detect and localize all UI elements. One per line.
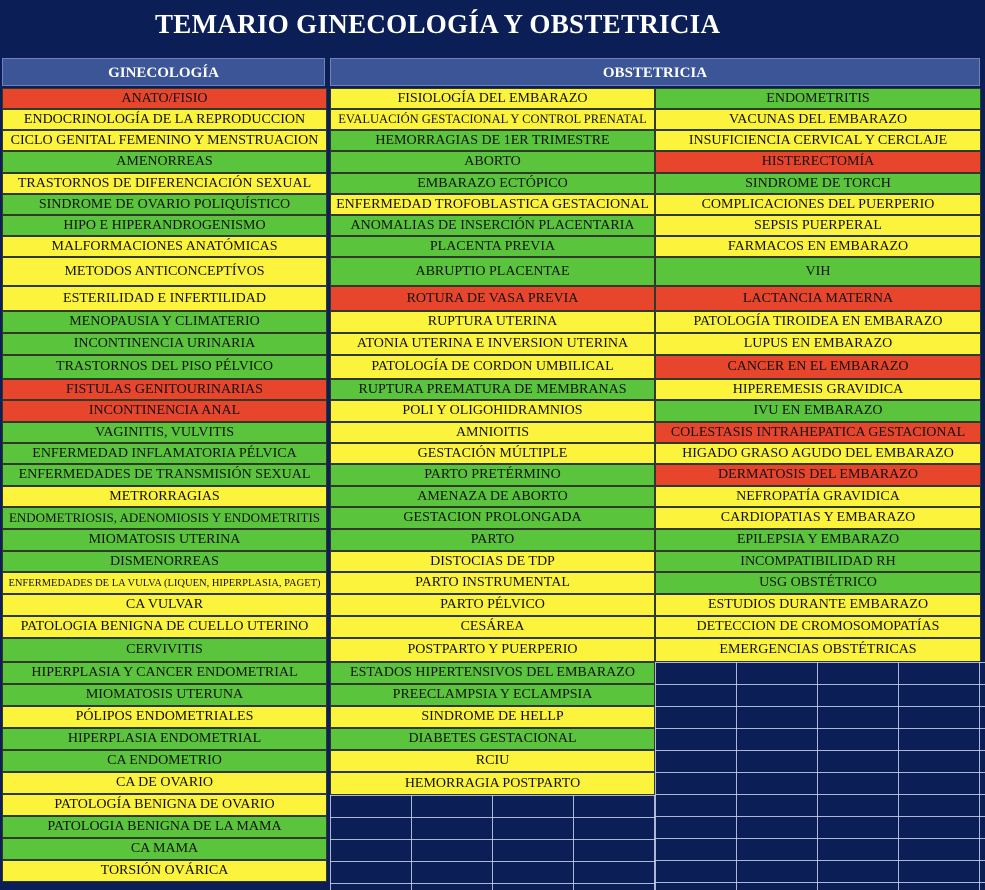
- obstetricia-2-topic-cell[interactable]: [655, 443, 981, 464]
- obstetricia-1-topic-cell[interactable]: [330, 236, 655, 257]
- ginecologia-topic-cell[interactable]: [2, 638, 327, 662]
- obstetricia-1-topic-cell[interactable]: [330, 594, 655, 616]
- obstetricia-1-topic-cell[interactable]: [330, 400, 655, 422]
- obstetricia-1-topic-label: GESTACIÓN MÚLTIPLE: [417, 445, 568, 461]
- obstetricia-1-topic-label: ABRUPTIO PLACENTAE: [415, 263, 570, 279]
- obstetricia-2-topic-label: CARDIOPATIAS Y EMBARAZO: [720, 510, 916, 525]
- ginecologia-topic-label: PATOLOGIA BENIGNA DE CUELLO UTERINO: [20, 619, 309, 634]
- obstetricia-2-topic-cell[interactable]: [655, 616, 981, 638]
- ginecologia-topic-label: METRORRAGIAS: [109, 488, 220, 504]
- ginecologia-topic-cell[interactable]: [2, 88, 327, 109]
- obstetricia-2-topic-cell[interactable]: [655, 311, 981, 333]
- ginecologia-topic-cell[interactable]: [2, 257, 327, 286]
- ginecologia-topic-cell[interactable]: [2, 507, 327, 529]
- obstetricia-2-topic-label: DETECCION DE CROMOSOMOPATÍAS: [696, 619, 940, 634]
- obstetricia-1-topic-label: CESÁREA: [460, 619, 525, 634]
- obstetricia-2-topic-label: USG OBSTÉTRICO: [759, 575, 877, 590]
- obstetricia-1-topic-label: SINDROME DE HELLP: [421, 709, 564, 724]
- obstetricia-2-topic-cell[interactable]: [655, 529, 981, 551]
- obstetricia-1-topic-cell[interactable]: [330, 88, 655, 109]
- obstetricia-2-topic-label: SEPSIS PUERPERAL: [754, 217, 882, 233]
- obstetricia-2-topic-label: COLESTASIS INTRAHEPATICA GESTACIONAL: [670, 424, 966, 440]
- obstetricia-2-topic-cell[interactable]: [655, 638, 981, 662]
- obstetricia-2-topic-cell[interactable]: [655, 379, 981, 400]
- obstetricia-1-topic-cell[interactable]: [330, 355, 655, 379]
- obstetricia-1-topic-cell[interactable]: [330, 215, 655, 236]
- ginecologia-topic-label: ENDOCRINOLOGÍA DE LA REPRODUCCION: [23, 111, 306, 127]
- ginecologia-topic-label: CERVIVITIS: [126, 642, 203, 657]
- obstetricia-1-topic-label: PARTO PRETÉRMINO: [424, 467, 561, 482]
- obstetricia-1-topic-cell[interactable]: [330, 464, 655, 486]
- obstetricia-1-topic-label: DISTOCIAS DE TDP: [430, 553, 555, 569]
- ginecologia-topic-cell[interactable]: [2, 215, 327, 236]
- obstetricia-2-topic-label: IVU EN EMBARAZO: [753, 403, 883, 418]
- obstetricia-2-topic-label: HISTERECTOMÍA: [761, 154, 875, 169]
- ginecologia-topic-label: ENFERMEDADES DE TRANSMISIÓN SEXUAL: [18, 467, 311, 482]
- ginecologia-topic-cell[interactable]: [2, 286, 327, 311]
- obstetricia-1-topic-cell[interactable]: [330, 616, 655, 638]
- ginecologia-topic-cell[interactable]: [2, 860, 327, 882]
- ginecologia-topic-cell[interactable]: [2, 422, 327, 443]
- header-obstetricia: OBSTETRICIA: [330, 58, 980, 86]
- obstetricia-1-topic-cell[interactable]: [330, 194, 655, 215]
- ginecologia-topic-cell[interactable]: [2, 486, 327, 507]
- ginecologia-topic-label: MIOMATOSIS UTERINA: [88, 532, 241, 547]
- obstetricia-1-topic-label: ATONIA UTERINA E INVERSION UTERINA: [356, 336, 629, 351]
- obstetricia-1-topic-cell[interactable]: [330, 130, 655, 151]
- obstetricia-2-topic-label: HIGADO GRASO AGUDO DEL EMBARAZO: [682, 445, 954, 461]
- ginecologia-topic-cell[interactable]: [2, 662, 327, 684]
- obstetricia-2-topic-label: NEFROPATÍA GRAVIDICA: [736, 488, 900, 504]
- ginecologia-topic-cell[interactable]: [2, 594, 327, 616]
- ginecologia-topic-label: VAGINITIS, VULVITIS: [95, 424, 234, 440]
- obstetricia-1-topic-cell[interactable]: [330, 311, 655, 333]
- obstetricia-2-topic-cell[interactable]: [655, 109, 981, 130]
- ginecologia-topic-cell[interactable]: [2, 529, 327, 551]
- obstetricia-2-topic-label: LUPUS EN EMBARAZO: [743, 336, 893, 351]
- ginecologia-topic-label: TRASTORNOS DEL PISO PÉLVICO: [56, 359, 273, 374]
- ginecologia-topic-cell[interactable]: [2, 130, 327, 151]
- obstetricia-1-topic-cell[interactable]: [330, 109, 655, 130]
- obstetricia-1-topic-label: ENFERMEDAD TROFOBLASTICA GESTACIONAL: [336, 196, 649, 212]
- ginecologia-topic-cell[interactable]: [2, 443, 327, 464]
- obstetricia-2-topic-label: FARMACOS EN EMBARAZO: [727, 238, 909, 254]
- obstetricia-1-topic-cell[interactable]: [330, 529, 655, 551]
- obstetricia-1-topic-label: RUPTURA PREMATURA DE MEMBRANAS: [358, 381, 627, 397]
- obstetricia-2-topic-cell[interactable]: [655, 572, 981, 594]
- obstetricia-2-topic-cell[interactable]: [655, 355, 981, 379]
- ginecologia-topic-cell[interactable]: [2, 838, 327, 860]
- obstetricia-1-topic-label: ROTURA DE VASA PREVIA: [406, 290, 579, 306]
- obstetricia-2-topic-label: INCOMPATIBILIDAD RH: [740, 553, 896, 569]
- ginecologia-topic-label: ENDOMETRIOSIS, ADENOMIOSIS Y ENDOMETRITIS: [8, 510, 321, 525]
- ginecologia-topic-cell[interactable]: [2, 109, 327, 130]
- ginecologia-topic-label: SINDROME DE OVARIO POLIQUÍSTICO: [38, 196, 291, 212]
- obstetricia-2-topic-label: COMPLICACIONES DEL PUERPERIO: [701, 196, 935, 212]
- obstetricia-1-topic-cell[interactable]: [330, 257, 655, 286]
- obstetricia-2-topic-cell[interactable]: [655, 88, 981, 109]
- ginecologia-topic-label: ENFERMEDAD INFLAMATORIA PÉLVICA: [32, 445, 297, 461]
- obstetricia-1-topic-label: PATOLOGÍA DE CORDON UMBILICAL: [371, 359, 614, 374]
- obstetricia-2-topic-label: DERMATOSIS DEL EMBARAZO: [718, 467, 918, 482]
- ginecologia-topic-label: HIPERPLASIA ENDOMETRIAL: [67, 731, 262, 746]
- obstetricia-2-topic-label: INSUFICIENCIA CERVICAL Y CERCLAJE: [688, 132, 948, 148]
- obstetricia-2-topic-cell[interactable]: [655, 486, 981, 507]
- obstetricia-1-topic-cell[interactable]: [330, 286, 655, 311]
- ginecologia-topic-cell[interactable]: [2, 333, 327, 355]
- obstetricia-1-topic-label: RCIU: [475, 753, 510, 768]
- obstetricia-2-topic-label: VACUNAS DEL EMBARAZO: [728, 111, 908, 127]
- obstetricia-2-topic-cell[interactable]: [655, 215, 981, 236]
- ginecologia-topic-cell[interactable]: [2, 355, 327, 379]
- obstetricia-2-topic-label: EMERGENCIAS OBSTÉTRICAS: [719, 642, 917, 657]
- obstetricia-1-topic-label: RUPTURA UTERINA: [427, 314, 558, 329]
- obstetricia-2-topic-label: EPILEPSIA Y EMBARAZO: [736, 532, 900, 547]
- obstetricia-1-topic-label: ANOMALIAS DE INSERCIÓN PLACENTARIA: [350, 217, 635, 233]
- obstetricia-2-topic-label: HIPEREMESIS GRAVIDICA: [732, 381, 904, 397]
- ginecologia-topic-label: HIPERPLASIA Y CANCER ENDOMETRIAL: [31, 665, 298, 680]
- obstetricia-1-topic-cell[interactable]: [330, 507, 655, 529]
- ginecologia-topic-cell[interactable]: [2, 379, 327, 400]
- ginecologia-topic-label: CA DE OVARIO: [116, 775, 213, 790]
- obstetricia-1-topic-cell[interactable]: [330, 728, 655, 750]
- empty-grid-obstetricia-1: [330, 795, 655, 890]
- ginecologia-topic-label: CA VULVAR: [125, 597, 204, 612]
- obstetricia-1-topic-cell[interactable]: [330, 572, 655, 594]
- obstetricia-2-topic-cell[interactable]: [655, 173, 981, 194]
- ginecologia-topic-cell[interactable]: [2, 194, 327, 215]
- obstetricia-2-topic-label: SINDROME DE TORCH: [745, 175, 891, 191]
- obstetricia-1-topic-cell[interactable]: [330, 750, 655, 772]
- obstetricia-1-topic-cell[interactable]: [330, 662, 655, 684]
- ginecologia-topic-label: INCONTINENCIA URINARIA: [73, 336, 256, 351]
- obstetricia-1-topic-label: DIABETES GESTACIONAL: [408, 731, 577, 746]
- obstetricia-1-topic-label: PARTO: [470, 532, 515, 547]
- obstetricia-1-topic-label: PREECLAMPSIA Y ECLAMPSIA: [392, 687, 593, 702]
- ginecologia-topic-cell[interactable]: [2, 616, 327, 638]
- obstetricia-2-topic-label: ENDOMETRITIS: [766, 90, 870, 106]
- obstetricia-2-topic-cell[interactable]: [655, 422, 981, 443]
- header-ginecologia: GINECOLOGÍA: [2, 58, 325, 86]
- ginecologia-topic-label: CA ENDOMETRIO: [107, 753, 222, 768]
- ginecologia-topic-label: FISTULAS GENITOURINARIAS: [66, 381, 263, 397]
- ginecologia-topic-cell[interactable]: [2, 728, 327, 750]
- obstetricia-1-topic-label: EMBARAZO ECTÓPICO: [417, 175, 568, 191]
- obstetricia-1-topic-cell[interactable]: [330, 706, 655, 728]
- obstetricia-1-topic-label: POSTPARTO Y PUERPERIO: [407, 642, 578, 657]
- obstetricia-2-topic-label: ESTUDIOS DURANTE EMBARAZO: [707, 597, 929, 612]
- obstetricia-2-topic-cell[interactable]: [655, 151, 981, 173]
- obstetricia-1-topic-cell[interactable]: [330, 551, 655, 572]
- ginecologia-topic-cell[interactable]: [2, 772, 327, 794]
- obstetricia-1-topic-cell[interactable]: [330, 772, 655, 795]
- obstetricia-2-topic-label: LACTANCIA MATERNA: [742, 290, 894, 306]
- obstetricia-1-topic-label: EVALUACIÓN GESTACIONAL Y CONTROL PRENATAL: [338, 112, 647, 126]
- ginecologia-topic-cell[interactable]: [2, 236, 327, 257]
- obstetricia-1-topic-label: HEMORRAGIAS DE 1ER TRIMESTRE: [375, 132, 610, 148]
- obstetricia-1-topic-cell[interactable]: [330, 173, 655, 194]
- ginecologia-topic-label: CICLO GENITAL FEMENINO Y MENSTRUACION: [10, 132, 319, 148]
- obstetricia-1-topic-cell[interactable]: [330, 684, 655, 706]
- ginecologia-topic-label: METODOS ANTICONCEPTÍVOS: [64, 263, 265, 279]
- ginecologia-topic-cell[interactable]: [2, 794, 327, 816]
- obstetricia-1-topic-cell[interactable]: [330, 151, 655, 173]
- ginecologia-topic-cell[interactable]: [2, 816, 327, 838]
- ginecologia-topic-label: ESTERILIDAD E INFERTILIDAD: [63, 290, 266, 306]
- ginecologia-topic-label: HIPO E HIPERANDROGENISMO: [63, 217, 266, 233]
- ginecologia-topic-label: PÓLIPOS ENDOMETRIALES: [75, 709, 254, 724]
- ginecologia-topic-cell[interactable]: [2, 400, 327, 422]
- obstetricia-2-topic-cell[interactable]: [655, 286, 981, 311]
- ginecologia-topic-cell[interactable]: [2, 684, 327, 706]
- obstetricia-1-topic-cell[interactable]: [330, 443, 655, 464]
- obstetricia-1-topic-label: GESTACION PROLONGADA: [403, 510, 582, 525]
- ginecologia-topic-label: PATOLOGÍA BENIGNA DE OVARIO: [54, 797, 275, 812]
- ginecologia-topic-cell[interactable]: [2, 151, 327, 173]
- ginecologia-topic-label: AMENORREAS: [116, 154, 213, 169]
- obstetricia-1-topic-label: POLI Y OLIGOHIDRAMNIOS: [402, 403, 583, 418]
- page-title: TEMARIO GINECOLOGÍA Y OBSTETRICIA: [155, 9, 721, 39]
- ginecologia-topic-cell[interactable]: [2, 173, 327, 194]
- obstetricia-1-topic-label: ESTADOS HIPERTENSIVOS DEL EMBARAZO: [350, 665, 635, 680]
- ginecologia-topic-cell[interactable]: [2, 750, 327, 772]
- obstetricia-2-topic-cell[interactable]: [655, 551, 981, 572]
- obstetricia-2-topic-cell[interactable]: [655, 507, 981, 529]
- obstetricia-2-topic-cell[interactable]: [655, 194, 981, 215]
- obstetricia-1-topic-label: PARTO INSTRUMENTAL: [415, 575, 570, 590]
- obstetricia-1-topic-cell[interactable]: [330, 333, 655, 355]
- obstetricia-2-topic-cell[interactable]: [655, 400, 981, 422]
- obstetricia-2-topic-cell[interactable]: [655, 130, 981, 151]
- ginecologia-topic-label: PATOLOGIA BENIGNA DE LA MAMA: [47, 819, 282, 834]
- ginecologia-topic-label: INCONTINENCIA ANAL: [88, 403, 241, 418]
- ginecologia-topic-cell[interactable]: [2, 706, 327, 728]
- obstetricia-2-topic-cell[interactable]: [655, 257, 981, 286]
- obstetricia-2-topic-label: VIH: [805, 263, 831, 279]
- ginecologia-topic-label: ANATO/FISIO: [121, 90, 208, 106]
- obstetricia-1-topic-label: AMNIOITIS: [455, 424, 530, 440]
- empty-grid-obstetricia-2: [655, 662, 985, 890]
- ginecologia-topic-label: TRASTORNOS DE DIFERENCIACIÓN SEXUAL: [17, 175, 312, 191]
- ginecologia-topic-label: TORSIÓN OVÁRICA: [100, 863, 229, 878]
- ginecologia-topic-cell[interactable]: [2, 551, 327, 572]
- obstetricia-2-topic-cell[interactable]: [655, 464, 981, 486]
- obstetricia-1-topic-cell[interactable]: [330, 486, 655, 507]
- obstetricia-1-topic-cell[interactable]: [330, 638, 655, 662]
- ginecologia-topic-cell[interactable]: [2, 572, 327, 594]
- obstetricia-2-topic-label: PATOLOGÍA TIROIDEA EN EMBARAZO: [693, 314, 943, 329]
- obstetricia-1-topic-label: ABORTO: [464, 154, 521, 169]
- obstetricia-1-topic-label: PLACENTA PREVIA: [429, 238, 556, 254]
- obstetricia-2-topic-cell[interactable]: [655, 333, 981, 355]
- obstetricia-2-topic-label: CANCER EN EL EMBARAZO: [727, 359, 909, 374]
- obstetricia-1-topic-label: AMENAZA DE ABORTO: [417, 488, 568, 504]
- obstetricia-1-topic-label: PARTO PÉLVICO: [440, 597, 545, 612]
- ginecologia-topic-label: MALFORMACIONES ANATÓMICAS: [51, 238, 278, 254]
- ginecologia-topic-label: DISMENORREAS: [110, 553, 219, 569]
- ginecologia-topic-label: ENFERMEDADES DE LA VULVA (LIQUEN, HIPERPLASIA, PAGET): [8, 577, 321, 589]
- obstetricia-1-topic-label: HEMORRAGIA POSTPARTO: [404, 775, 581, 791]
- obstetricia-2-topic-cell[interactable]: [655, 594, 981, 616]
- ginecologia-topic-label: MIOMATOSIS UTERUNA: [85, 687, 244, 702]
- ginecologia-topic-label: MENOPAUSIA Y CLIMATERIO: [69, 314, 260, 329]
- ginecologia-topic-cell[interactable]: [2, 311, 327, 333]
- ginecologia-topic-cell[interactable]: [2, 464, 327, 486]
- ginecologia-topic-label: CA MAMA: [130, 841, 199, 856]
- obstetricia-1-topic-label: FISIOLOGÍA DEL EMBARAZO: [397, 90, 588, 106]
- obstetricia-1-topic-cell[interactable]: [330, 379, 655, 400]
- obstetricia-2-topic-cell[interactable]: [655, 236, 981, 257]
- obstetricia-1-topic-cell[interactable]: [330, 422, 655, 443]
